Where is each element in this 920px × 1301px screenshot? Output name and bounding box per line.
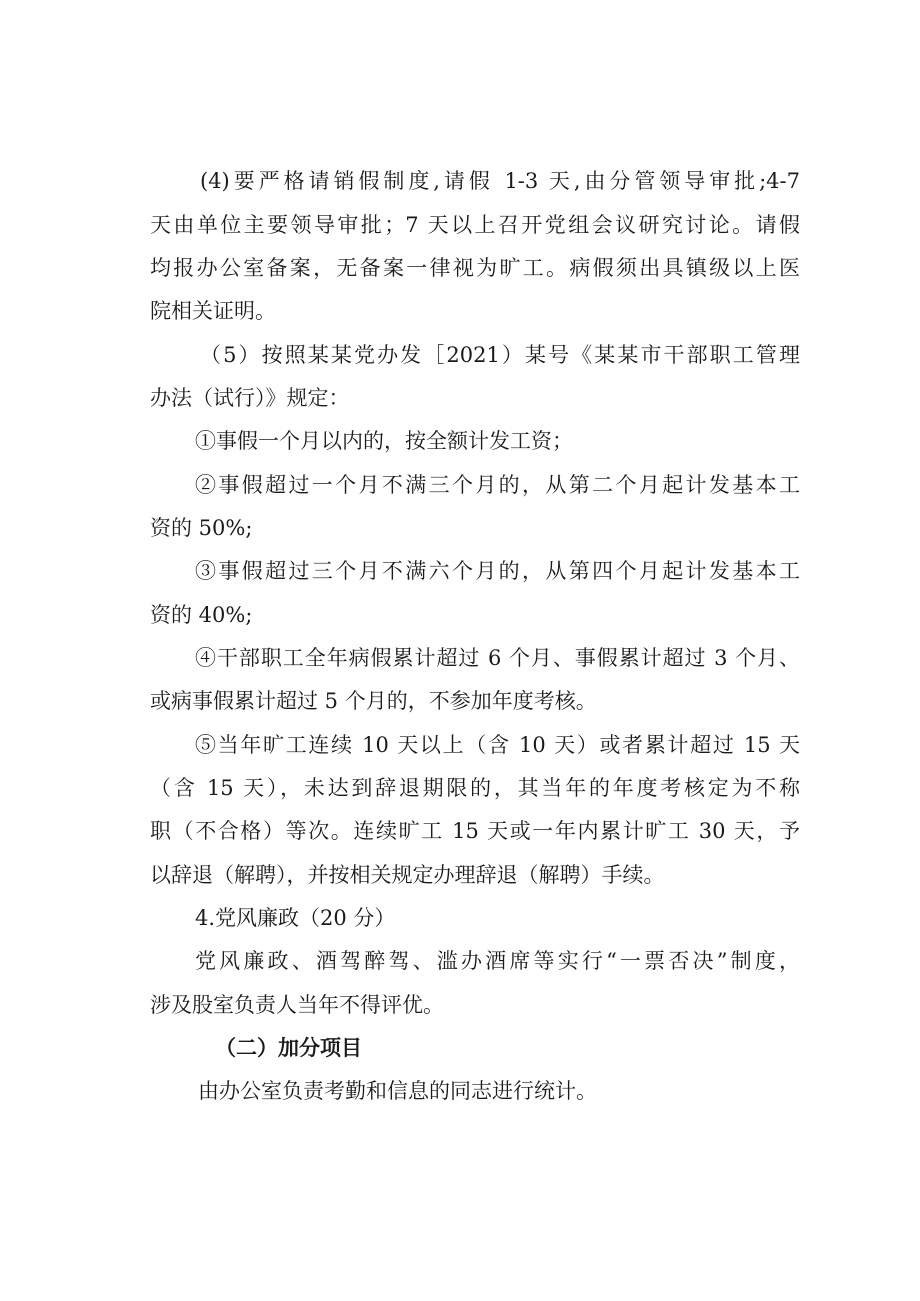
item-5-line-2: （含 15 天），未达到辞退期限的，其当年的年度考核定为不称 — [150, 776, 800, 800]
item-3-line-2: 资的 40%; — [150, 603, 253, 627]
section-4-text-line-2: 涉及股室负责人当年不得评优。 — [150, 993, 444, 1017]
item-5-line-4: 以辞退（解聘），并按相关规定办理辞退（解聘）手续。 — [150, 863, 665, 887]
paragraph-4-line-4: 院相关证明。 — [150, 299, 276, 323]
paragraph-4-line-3: 均报办公室备案，无备案一律视为旷工。病假须出具镇级以上医 — [150, 256, 800, 280]
section-4-text-line-1: 党风廉政、酒驾醉驾、滥办酒席等实行“一票否决”制度， — [195, 949, 800, 973]
item-2-line-1: ②事假超过一个月不满三个月的，从第二个月起计发基本工 — [195, 473, 800, 497]
paragraph-4-line-1: (4)要严格请销假制度,请假 1-3 天,由分管领导审批;4-7 — [200, 169, 800, 193]
item-2-line-2: 资的 50%; — [150, 516, 253, 540]
item-1-line-1: ①事假一个月以内的，按全额计发工资； — [195, 429, 573, 453]
item-3-line-1: ③事假超过三个月不满六个月的，从第四个月起计发基本工 — [195, 559, 800, 583]
section-bonus-text: 由办公室负责考勤和信息的同志进行统计。 — [198, 1079, 597, 1103]
item-5-line-1: ⑤当年旷工连续 10 天以上（含 10 天）或者累计超过 15 天 — [195, 733, 800, 757]
paragraph-4-line-2: 天由单位主要领导审批；7 天以上召开党组会议研究讨论。请假 — [150, 213, 800, 237]
section-bonus-heading: （二）加分项目 — [215, 1035, 362, 1060]
item-5-line-3: 职（不合格）等次。连续旷工 15 天或一年内累计旷工 30 天，予 — [150, 819, 800, 843]
item-4-line-1: ④干部职工全年病假累计超过 6 个月、事假累计超过 3 个月、 — [195, 646, 800, 670]
paragraph-5-line-2: 办法（试行）》规定： — [150, 386, 350, 410]
paragraph-5-line-1: （5）按照某某党办发［2021）某号《某某市干部职工管理 — [200, 343, 800, 367]
section-4-heading: 4.党风廉政（20 分） — [195, 906, 396, 930]
item-4-line-2: 或病事假累计超过 5 个月的，不参加年度考核。 — [150, 689, 597, 713]
